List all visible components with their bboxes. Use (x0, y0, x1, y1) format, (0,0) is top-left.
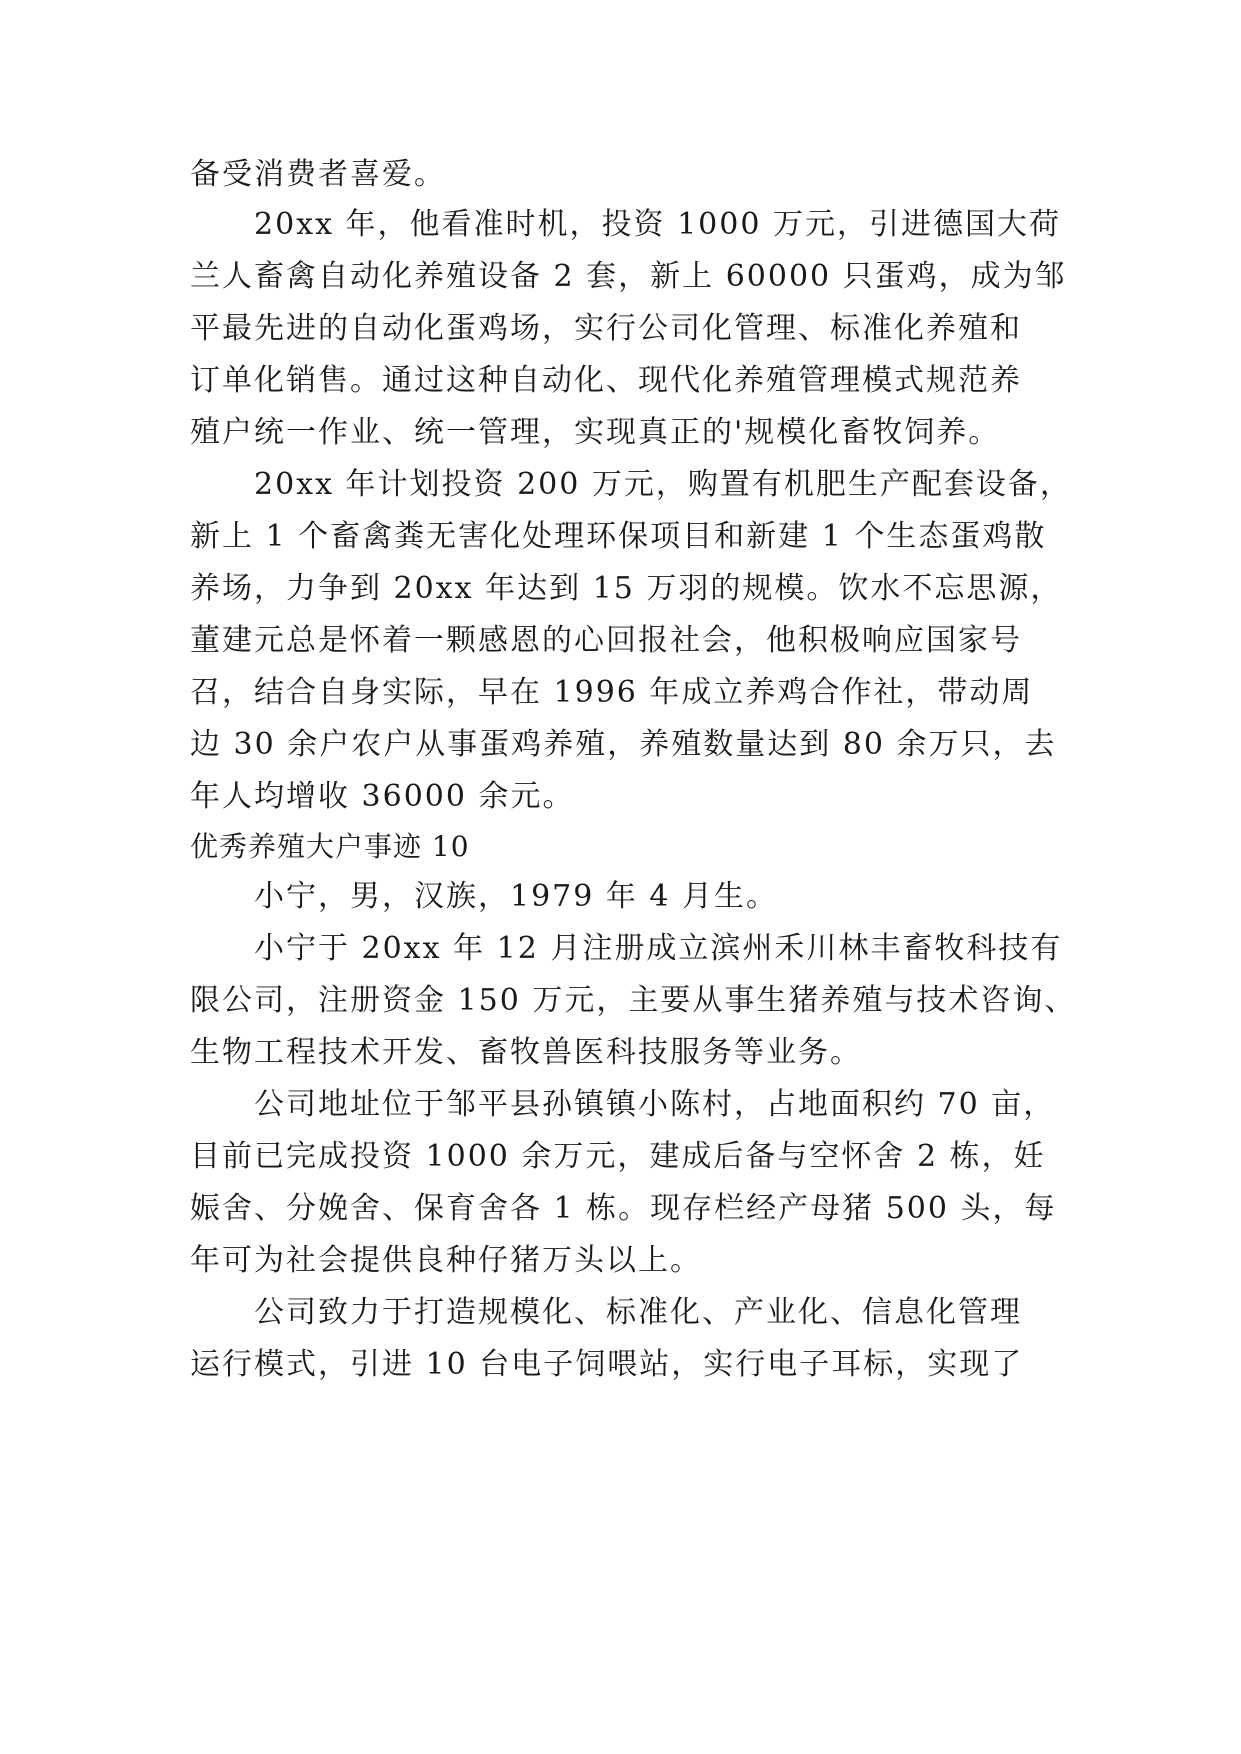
paragraph-first-line: 20xx 年，他看准时机，投资 1000 万元，引进德国大荷 (254, 207, 1061, 242)
text-line: 年人均增收 36000 余元。 (190, 779, 575, 814)
paragraph-first-line: 小宁于 20xx 年 12 月注册成立滨州禾川林丰畜牧科技有 (254, 931, 1063, 966)
text-line: 目前已完成投资 1000 余万元，建成后备与空怀舍 2 栋，妊 (190, 1139, 1046, 1174)
text-line: 订单化销售。通过这种自动化、现代化养殖管理模式规范养 (190, 363, 1022, 398)
text-line: 年可为社会提供良种仔猪万头以上。 (190, 1243, 702, 1278)
text-line: 新上 1 个畜禽粪无害化处理环保项目和新建 1 个生态蛋鸡散 (190, 519, 1047, 554)
paragraph-first-line: 公司致力于打造规模化、标准化、产业化、信息化管理 (254, 1295, 1022, 1330)
text-line: 运行模式，引进 10 台电子饲喂站，实行电子耳标，实现了 (190, 1347, 1024, 1382)
section-heading: 优秀养殖大户事迹 10 (190, 830, 470, 863)
text-line: 备受消费者喜爱。 (190, 157, 446, 192)
text-line: 限公司，注册资金 150 万元，主要从事生猪养殖与技术咨询、 (190, 983, 1077, 1018)
text-line: 殖户统一作业、统一管理，实现真正的'规模化畜牧饲养。 (190, 415, 1001, 450)
text-line: 生物工程技术开发、畜牧兽医科技服务等业务。 (190, 1035, 862, 1070)
paragraph-first-line: 公司地址位于邹平县孙镇镇小陈村，占地面积约 70 亩， (254, 1087, 1056, 1122)
text-line: 平最先进的自动化蛋鸡场，实行公司化管理、标准化养殖和 (190, 311, 1022, 346)
text-line: 兰人畜禽自动化养殖设备 2 套，新上 60000 只蛋鸡，成为邹 (190, 259, 1067, 294)
text-line: 养场，力争到 20xx 年达到 15 万羽的规模。饮水不忘思源， (190, 571, 1063, 606)
text-line: 娠舍、分娩舍、保育舍各 1 栋。现存栏经产母猪 500 头，每 (190, 1191, 1057, 1226)
text-line: 董建元总是怀着一颗感恩的心回报社会，他积极响应国家号 (190, 623, 1022, 658)
paragraph-first-line: 小宁，男，汉族，1979 年 4 月生。 (254, 879, 779, 914)
text-line: 召，结合自身实际，早在 1996 年成立养鸡合作社，带动周 (190, 675, 1034, 710)
text-line: 边 30 余户农户从事蛋鸡养殖，养殖数量达到 80 余万只，去 (190, 727, 1057, 762)
paragraph-first-line: 20xx 年计划投资 200 万元，购置有机肥生产配套设备， (254, 467, 1072, 502)
